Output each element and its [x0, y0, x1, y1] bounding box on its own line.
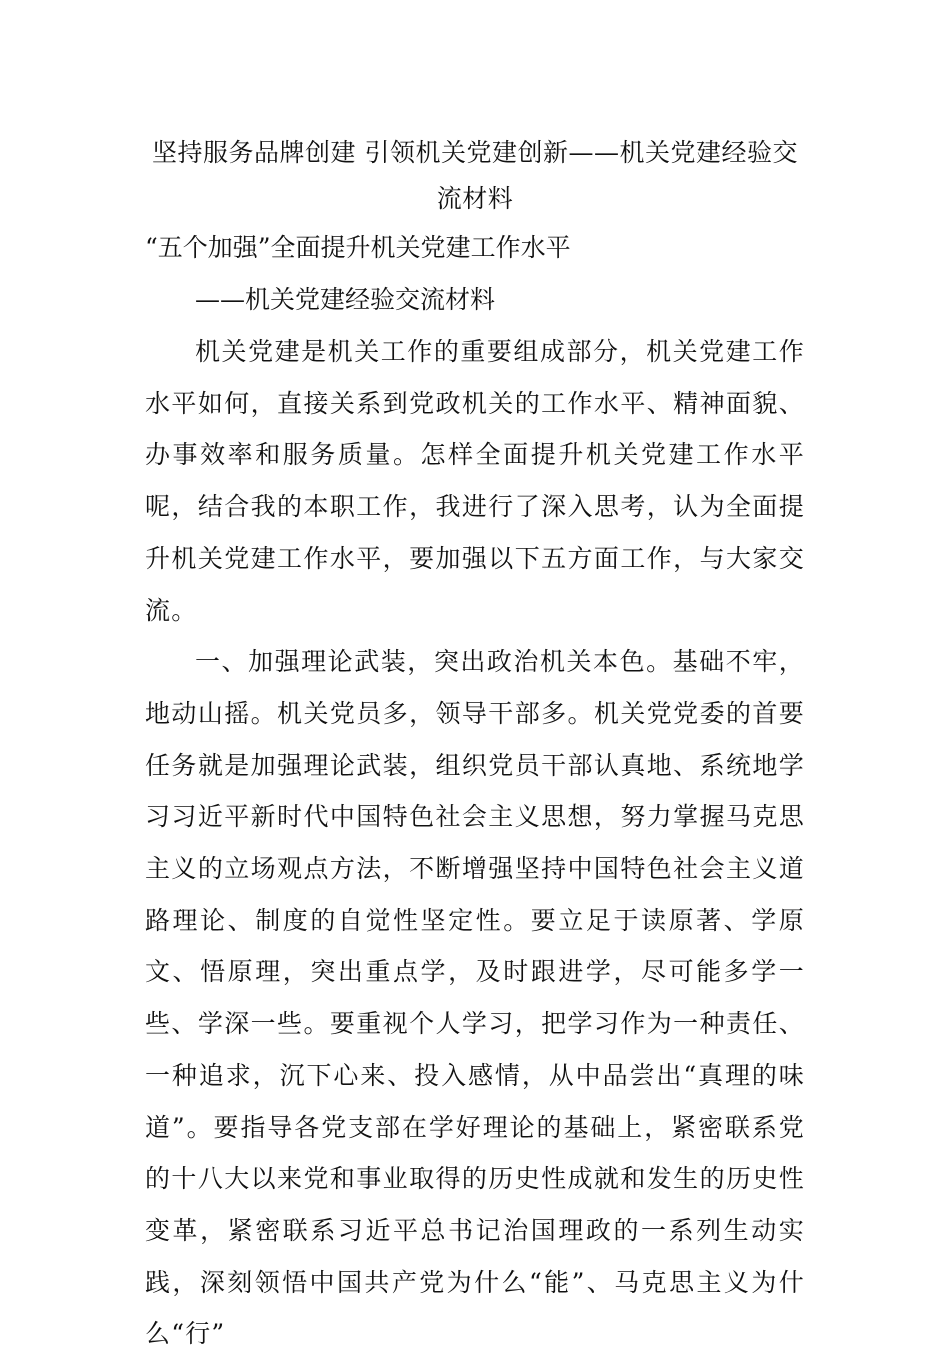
document-body: [145, 130, 805, 1360]
document-subheading: ——机关党建经验交流材料: [195, 285, 496, 314]
document-title-line-2: 流材料: [436, 184, 514, 213]
paragraph-section-one: 一、加强理论武装，突出政治机关本色。基础不牢，地动山摇。机关党员多，领导干部多。机关党党委的首要任务就是加强理论武装，组织党员干部认真地、系统地学习习近平新时代中国特色社会主义思想，努力掌握马克思主义的立场观点方法，不断增强坚持中国特色社会主义道路理论、制度的自觉性坚定性。要立足于读原著、学原文、悟原理，突出重点学，及时跟进学，尽可能多学一些、学深一些。要重视个人学习，把学习作为一种责任、一种追求，沉下心来、投入感情，从中品尝出“真理的味道”。要指导各党支部在学好理论的基础上，紧密联系党的十八大以来党和事业取得的历史性成就和发生的历史性变革，紧密联系习近平总书记治国理政的一系列生动实践，深刻领悟中国共产党为什么“能”、马克思主义为什么“行”: [145, 647, 805, 1349]
document-heading: “五个加强”全面提升机关党建工作水平: [145, 233, 571, 262]
document-title-line-1: 坚持服务品牌创建 引领机关党建创新——机关党建经验交: [152, 138, 798, 167]
paragraph-intro: 机关党建是机关工作的重要组成部分，机关党建工作水平如何，直接关系到党政机关的工作水平、精神面貌、办事效率和服务质量。怎样全面提升机关党建工作水平呢，结合我的本职工作，我进行了深入思考，认为全面提升机关党建工作水平，要加强以下五方面工作，与大家交流。: [145, 337, 805, 625]
